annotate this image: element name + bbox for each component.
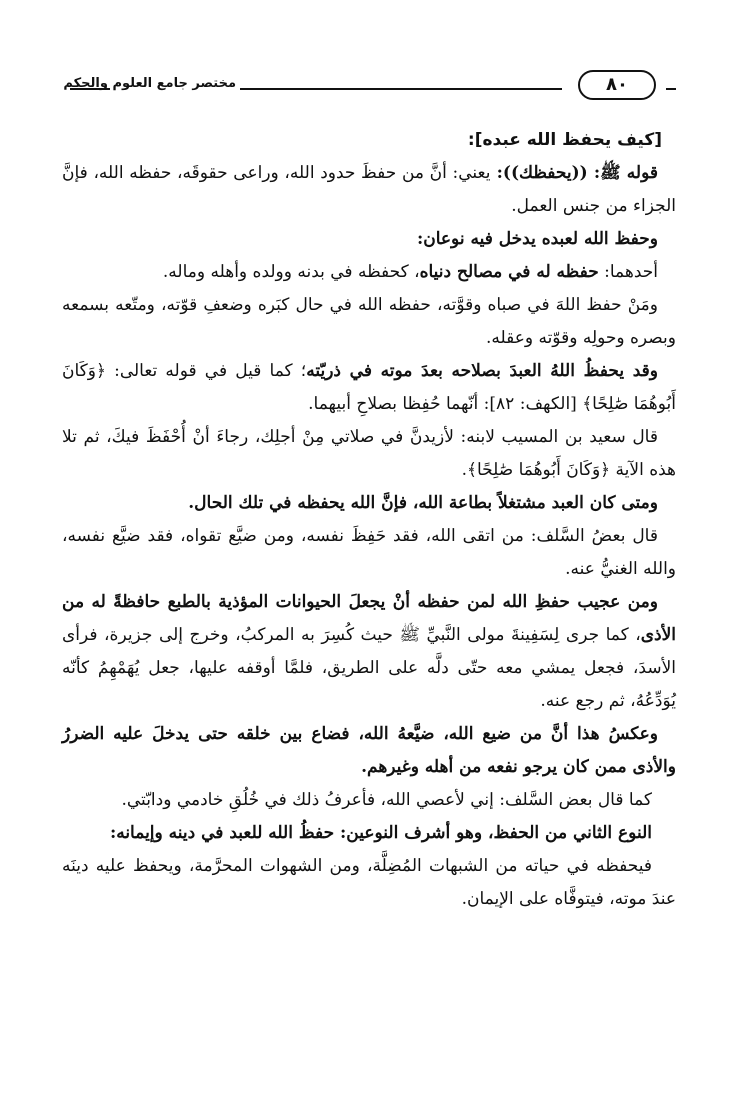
- paragraph: وحفظ الله لعبده يدخل فيه نوعان:: [416, 229, 658, 249]
- body-text: [62, 124, 676, 916]
- page-number: ٨٠: [578, 70, 656, 100]
- paragraph-text: أحدهما:: [598, 262, 658, 282]
- paragraph-bold-lead: حفظه له في مصالح دنياه: [419, 262, 599, 282]
- running-header: [58, 70, 678, 104]
- paragraph: [62, 586, 676, 718]
- book-title: مختصر جامع العلوم والحكم: [63, 76, 236, 91]
- paragraph-text: ، كحفظه في بدنه وولده وأهله وماله.: [162, 262, 420, 282]
- paragraph-bold-lead: وقد يحفظُ اللهُ العبدَ بصلاحه بعدَ موته في ذريّته: [306, 361, 658, 381]
- paragraph: ومَنْ حفظ اللهَ في صباه وقوَّته، حفظه الله في حال كبَره وضعفِ قوّته، ومتّعه بسمعه وبصره وحولِه وقوّته وعقله.: [62, 295, 676, 348]
- paragraph: قال سعيد بن المسيب لابنه: لأزيدنَّ في صلاتي مِنْ أجلِك، رجاءَ أنْ أُحْفَظَ فيكَ، ثم تلا هذه الآية ﴿وَكَانَ أَبُوهُمَا صَٰلِحًا﴾.: [62, 427, 676, 480]
- paragraph: قال بعضُ السَّلف: من اتقى الله، فقد حَفِظَ نفسه، ومن ضيَّع تقواه، فقد ضيَّع نفسه، والله الغنيُّ عنه.: [62, 526, 676, 579]
- paragraph-text: يعني: أنَّ من حفظَ حدود الله، وراعى حقوقَه، حفظه الله، فإنَّ الجزاء من جنس العمل.: [62, 163, 676, 216]
- paragraph: [62, 355, 676, 421]
- paragraph-text: ؛ كما قيل في قوله تعالى: ﴿وَكَانَ أَبُوهُمَا صَٰلِحًا﴾ [الكهف: ٨٢]: أنّهما حُفِظا بصلاحِ أبيهما.: [62, 361, 676, 414]
- paragraph: وعكسُ هذا أنَّ من ضيع الله، ضيَّعهُ الله، فضاع بين خلقه حتى يدخلَ عليه الضررُ والأذى ممن كان يرجو نفعه من أهله وغيرهم.: [62, 724, 676, 777]
- paragraph: النوع الثاني من الحفظ، وهو أشرف النوعين: حفظُ الله للعبد في دينه وإيمانه:: [109, 823, 652, 843]
- paragraph: كما قال بعض السَّلف: إني لأعصي الله، فأعرفُ ذلك في خُلُقِ خادمي ودابّتي.: [121, 790, 652, 810]
- header-rule-right: [666, 88, 676, 90]
- paragraph: ومتى كان العبد مشتغلاً بطاعة الله، فإنَّ الله يحفظه في تلك الحال.: [188, 493, 658, 513]
- paragraph-bold-lead: قوله ﷺ: ((يحفظك)):: [490, 163, 659, 183]
- paragraph: [62, 157, 676, 223]
- paragraph-text: ، كما جرى لِسَفِينةَ مولى النَّبيِّ ﷺ حيث كُسِرَ به المركبُ، وخرج إلى جزيرة، فرأى الأسدَ، فجعل يمشي معه حتّى دلَّه على الطريق، فلمَّا أوقفه عليها، جعل يُهَمْهِمُ كأنّه يُوَدِّعُهُ، ثم رجع عنه.: [62, 625, 676, 711]
- paragraph: [62, 256, 676, 289]
- paragraph-bold-lead: ومن عجيب حفظِ الله لمن حفظه أنْ يجعلَ الحيوانات المؤذية بالطبع حافظةً له من الأذى: [62, 592, 676, 645]
- header-rule-middle: [240, 88, 562, 90]
- section-heading: [كيف يحفظ الله عبده]:: [467, 130, 662, 150]
- paragraph: فيحفظه في حياته من الشبهات المُضِلَّة، ومن الشهوات المحرَّمة، ويحفظ عليه دينَه عندَ موته، فيتوفَّاه على الإيمان.: [62, 856, 676, 909]
